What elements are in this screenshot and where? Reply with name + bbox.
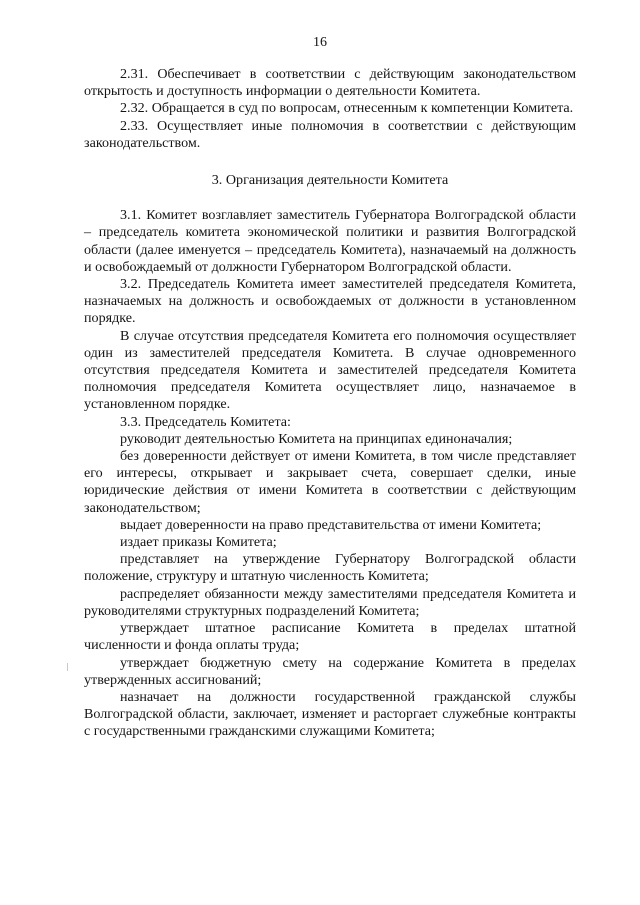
paragraph-2-33: 2.33. Осуществляет иные полномочия в соответствии с действующим законодательством. <box>84 117 576 151</box>
list-item: представляет на утверждение Губернатору Волгоградской области положение, структуру и штатную численность Комитета; <box>84 551 576 585</box>
list-item: руководит деятельностью Комитета на принципах единоначалия; <box>120 430 513 447</box>
page-number: 16 <box>313 35 327 50</box>
list-item: издает приказы Комитета; <box>120 534 277 551</box>
document-body <box>84 66 576 741</box>
margin-scan-mark <box>67 663 68 671</box>
paragraph-3-3: 3.3. Председатель Комитета: <box>120 413 291 430</box>
paragraph-3-1: 3.1. Комитет возглавляет заместитель Губернатора Волгоградской области – председатель комитета экономической политики и развития Волгоградской области (далее именуется – председатель Комитета), назначаемый на должность и освобождаемый от должности Губернатором Волгоградской области. <box>84 207 576 275</box>
paragraph-2-32: 2.32. Обращается в суд по вопросам, отнесенным к компетенции Комитета. <box>120 100 574 117</box>
section-heading: 3. Организация деятельности Комитета <box>211 172 449 189</box>
list-item: без доверенности действует от имени Комитета, в том числе представляет его интересы, открывает и закрывает счета, совершает сделки, иные юридические действия от имени Комитета в соответствии с действующим законодательством; <box>84 448 576 516</box>
list-item: утверждает бюджетную смету на содержание Комитета в пределах утвержденных ассигнований; <box>84 654 576 688</box>
paragraph-3-2: 3.2. Председатель Комитета имеет заместителей председателя Комитета, назначаемых на должность и освобождаемых от должности в установленном порядке. <box>84 276 576 327</box>
paragraph-2-31: 2.31. Обеспечивает в соответствии с действующим законодательством открытость и доступность информации о деятельности Комитета. <box>84 66 576 100</box>
list-item: распределяет обязанности между заместителями председателя Комитета и руководителями структурных подразделений Комитета; <box>84 585 576 619</box>
paragraph-absence: В случае отсутствия председателя Комитета его полномочия осуществляет один из заместителей председателя Комитета. В случае одновременного отсутствия председателя Комитета и заместителей председателя Комитета полномочия председателя Комитета осуществляет лицо, назначаемое в установленном порядке. <box>84 327 576 413</box>
list-item: утверждает штатное расписание Комитета в пределах штатной численности и фонда оплаты труда; <box>84 620 576 654</box>
list-item: выдает доверенности на право представительства от имени Комитета; <box>120 516 542 533</box>
list-item: назначает на должности государственной гражданской службы Волгоградской области, заключает, изменяет и расторгает служебные контракты с государственными гражданскими служащими Комитета; <box>84 688 576 740</box>
